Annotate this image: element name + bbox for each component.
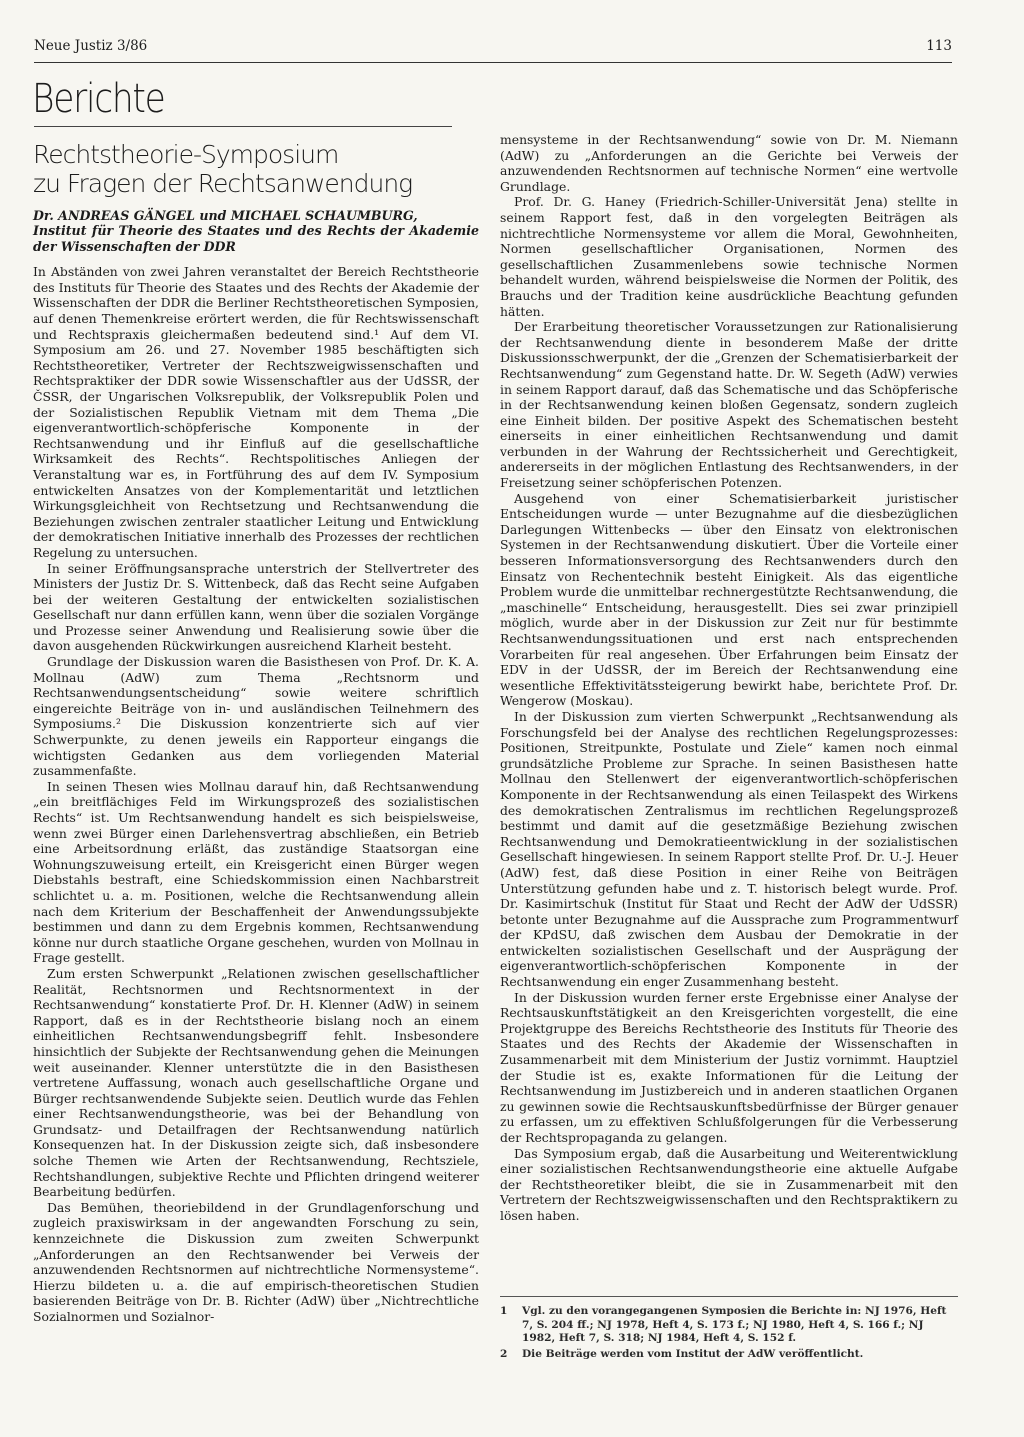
footnotes [500, 1296, 958, 1363]
article-title [33, 140, 479, 198]
running-head [34, 38, 952, 58]
paragraph: Grundlage der Diskussion waren die Basisthesen von Prof. Dr. K. A. Mollnau (AdW) zum Thema „Rechtsnorm und Rechtsanwendungsentscheidung“ sowie weitere schriftlich eingereichte Beiträge von in- und ausländischen Teilnehmern des Symposiums.² Die Diskussion konzentrierte sich auf vier Schwerpunkte, zu denen jeweils ein Rapporteur eingangs die wichtigsten Gedanken aus dem vorliegenden Material zusammenfaßte. [33, 654, 479, 779]
paragraph: In seinen Thesen wies Mollnau darauf hin, daß Rechtsanwendung „ein breitflächiges Feld im Wirkungsprozeß des sozialistischen Rechts“ ist. Um Rechtsanwendung handelt es sich beispielsweise, wenn zwei Bürger einen Darlehensvertrag abschließen, ein Betrieb eine Arbeitsordnung erläßt, das zuständige Staatsorgan eine Wohnungszuweisung erteilt, ein Kreisgericht einen Bürger wegen Diebstahls bestraft, eine Schiedskommission einen Nachbarstreit schlichtet u. a. m. Positionen, welche die Rechtsanwendung allein nach dem Kriterium der Beschaffenheit der Anwendungssubjekte bestimmen und dann zu dem Ergebnis kommen, Rechtsanwendung könne nur durch staatliche Organe geschehen, wurden von Mollnau in Frage gestellt. [33, 778, 479, 966]
byline-authors: Dr. ANDREAS GÄNGEL und MICHAEL SCHAUMBURG, [33, 208, 418, 223]
footnote [500, 1305, 958, 1346]
footnote-text: Die Beiträge werden vom Institut der AdW veröffentlicht. [522, 1347, 864, 1360]
section-title: Berichte [32, 76, 165, 122]
paragraph: In Abständen von zwei Jahren veranstaltet der Bereich Rechtstheorie des Instituts für Theorie des Staates und des Rechts der Akademie der Wissenschaften der DDR die Berliner Rechtstheoretischen Symposien, auf denen Themenkreise erörtert werden, die für Rechtswissenschaft und Rechtspraxis gleichermaßen bedeutend sind.¹ Auf dem VI. Symposium am 26. und 27. November 1985 beschäftigten sich Rechtstheoretiker, Vertreter der Rechtszweigwissenschaften und Rechtspraktiker der DDR sowie Wissenschaftler aus der UdSSR, der ČSSR, der Ungarischen Volksrepublik, der Volksrepublik Polen und der Sozialistischen Republik Vietnam mit dem Thema „Die eigenverantwortlich-schöpferische Komponente in der Rechtsanwendung und ihr Einfluß auf die gesellschaftliche Wirksamkeit des Rechts“. Rechtspolitisches Anliegen der Veranstaltung war es, in Fortführung des auf dem IV. Symposium entwickelten Ansatzes von der Komplementarität und letztlichen Wirkungsgleichheit von Rechtsetzung und Rechtsanwendung die Beziehungen zwischen zentraler staatlicher Leitung und Entwicklung der demokratischen Initiative innerhalb des Prozesses der rechtlichen Regelung zu untersuchen. [33, 264, 479, 560]
byline-institute: Institut für Theorie des Staates und des Rechts der Akademie der Wissenschaften der DDR [33, 223, 479, 254]
article-title-line-2: zu Fragen der Rechtsanwendung [33, 169, 413, 198]
paragraph: In der Diskussion wurden ferner erste Ergebnisse einer Analyse der Rechtsauskunftstätigkeit an den Kreisgerichten vorgestellt, die eine Projektgruppe des Bereichs Rechtstheorie des Instituts für Theorie des Staates und des Rechts der Akademie der Wissenschaften in Zusammenarbeit mit dem Ministerium der Justiz vornimmt. Hauptziel der Studie ist es, exakte Informationen für die Leitung der Rechtsanwendung im Justizbereich und in anderen staatlichen Organen zu gewinnen sowie die Rechtsauskunftsbedürfnisse der Bürger genauer zu erfassen, um zu effektiven Schlußfolgerungen für die Verbesserung der Rechtspropaganda zu gelangen. [500, 989, 958, 1145]
footnote [500, 1348, 958, 1362]
paragraph: Prof. Dr. G. Haney (Friedrich-Schiller-Universität Jena) stellte in seinem Rapport fest, daß in den vorgelegten Beiträgen als nichtrechtliche Normensysteme vor allem die Moral, Gewohnheiten, Normen gesellschaftlicher Organisationen, Normen des gesellschaftlichen Zusammenlebens sowie technische Normen behandelt wurden, während beispielsweise die Normen der Politik, des Brauchs und der Tradition keine ausdrückliche Beachtung gefunden hätten. [500, 194, 958, 319]
journal-issue: Neue Justiz 3/86 [34, 38, 148, 54]
paragraph: mensysteme in der Rechtsanwendung“ sowie von Dr. M. Niemann (AdW) zu „Anforderungen an die Gerichte bei Verweis der anzuwendenden Rechtsnormen auf technische Normen“ eine wertvolle Grundlage. [500, 132, 958, 194]
paragraph: Ausgehend von einer Schematisierbarkeit juristischer Entscheidungen wurde — unter Bezugnahme auf die diesbezüglichen Darlegungen Wittenbecks — über den Einsatz von elektronischen Systemen in der Rechtsanwendung diskutiert. Über die Vorteile einer besseren Informationsversorgung des Rechtsanwenders durch den Einsatz von Rechentechnik besteht Einigkeit. Als das eigentliche Problem wurde die unmittelbar rechnergestützte Rechtsanwendung, die „maschinelle“ Entscheidung, herausgestellt. Dies sei zwar prinzipiell möglich, wurde aber in der Diskussion zur Zeit nur für bestimmte Rechtsanwendungssituationen und erst nach entsprechenden Vorarbeiten für real angesehen. Über Erfahrungen beim Einsatz der EDV in der UdSSR, der im Bereich der Rechtsanwendung eine wesentliche Effektivitätssteigerung bewirkt habe, berichtete Prof. Dr. Wengerow (Moskau). [500, 490, 958, 709]
right-column [500, 132, 958, 1224]
page-number: 113 [926, 38, 952, 54]
paragraph: In der Diskussion zum vierten Schwerpunkt „Rechtsanwendung als Forschungsfeld bei der Analyse des rechtlichen Regelungsprozesses: Positionen, Streitpunkte, Postulate und Ziele“ kamen noch einmal grundsätzliche Probleme zur Sprache. In seinen Basisthesen hatte Mollnau den Stellenwert der eigenverantwortlich-schöpferischen Komponente in der Rechtsanwendung als einen Teilaspekt des Wirkens des demokratischen Zentralismus im rechtlichen Regelungsprozeß bestimmt und damit auf die gesetzmäßige Beziehung zwischen Rechtsanwendung und Demokratieentwicklung in der sozialistischen Gesellschaft hingewiesen. In seinem Rapport stellte Prof. Dr. U.-J. Heuer (AdW) fest, daß diese Position in einer Reihe von Beiträgen Unterstützung gefunden habe und z. T. historisch belegt wurde. Prof. Dr. Kasimirtschuk (Institut für Staat und Recht der AdW der UdSSR) betonte unter Bezugnahme auf die Aussprache zum Programmentwurf der KPdSU, daß zwischen dem Ausbau der Demokratie in der entwickelten sozialistischen Gesellschaft und der Ausprägung der eigenverantwortlich-schöpferischen Komponente in der Rechtsanwendung ein enger Zusammenhang besteht. [500, 708, 958, 990]
footnote-number: 1 [500, 1305, 508, 1317]
paragraph: In seiner Eröffnungsansprache unterstrich der Stellvertreter des Ministers der Justiz Dr. S. Wittenbeck, daß das Recht seine Aufgaben bei der weiteren Gestaltung der entwickelten sozialistischen Gesellschaft nur dann erfüllen kann, wenn über die sozialen Vorgänge und Prozesse seiner Anwendung und Realisierung sowie über die davon ausgehenden Rückwirkungen ausreichend Klarheit besteht. [33, 560, 479, 654]
byline [33, 208, 479, 254]
paragraph: Das Symposium ergab, daß die Ausarbeitung und Weiterentwicklung einer sozialistischen Rechtsanwendungstheorie eine aktuelle Aufgabe der Rechtstheoretiker bleibt, die sie in Zusammenarbeit mit den Vertretern der Rechtszweigwissenschaften und den Rechtspraktikern zu lösen haben. [500, 1145, 958, 1223]
paragraph: Zum ersten Schwerpunkt „Relationen zwischen gesellschaftlicher Realität, Rechtsnormen und Rechtsnormentext in der Rechtsanwendung“ konstatierte Prof. Dr. H. Klenner (AdW) in seinem Rapport, daß es in der Rechtstheorie bislang noch an einem einheitlichen Rechtsanwendungsbegriff fehlt. Insbesondere hinsichtlich der Subjekte der Rechtsanwendung gehen die Meinungen weit auseinander. Klenner unterstützte die in den Basisthesen vertretene Auffassung, wonach auch gesellschaftliche Organe und Bürger rechtsanwendende Subjekte seien. Deutlich wurde das Fehlen einer Rechtsanwendungstheorie, was bei der Behandlung von Grundsatz- und Detailfragen der Rechtsanwendung natürlich Konsequenzen hat. In der Diskussion zeigte sich, daß insbesondere solche Themen wie Arten der Rechtsanwendung, Rechtsziele, Rechtshandlungen, subjektive Rechte und Pflichten dringend weiterer Bearbeitung bedürfen. [33, 965, 479, 1200]
article-title-line-1: Rechtstheorie-Symposium [33, 140, 339, 169]
footnote-number: 2 [500, 1347, 508, 1360]
section-rule [34, 126, 452, 127]
paragraph: Das Bemühen, theoriebildend in der Grundlagenforschung und zugleich praxiswirksam in der angewandten Forschung zu sein, kennzeichnete die Diskussion zum zweiten Schwerpunkt „Anforderungen an den Rechtsanwender bei Verweis der anzuwendenden Rechtsnormen auf nichtrechtliche Normensysteme“. Hierzu bildeten u. a. die auf empirisch-theoretischen Studien basierenden Beiträge von Dr. B. Richter (AdW) über „Nichtrechtliche Sozialnormen und Sozialnor- [33, 1199, 479, 1324]
footnote-text: Vgl. zu den vorangegangenen Symposien die Berichte in: NJ 1976, Heft 7, S. 204 ff.; NJ 1978, Heft 4, S. 173 f.; NJ 1980, Heft 4, S. 166 f.; NJ 1982, Heft 7, S. 318; NJ 1984, Heft 4, S. 152 f. [522, 1305, 947, 1345]
header-rule [34, 62, 952, 63]
paragraph: Der Erarbeitung theoretischer Voraussetzungen zur Rationalisierung der Rechtsanwendung diente in besonderem Maße der dritte Diskussionsschwerpunkt, der die „Grenzen der Schematisierbarkeit der Rechtsanwendung“ zum Gegenstand hatte. Dr. W. Segeth (AdW) verwies in seinem Rapport darauf, daß das Schematische und das Schöpferische in der Rechtsanwendung keinen bloßen Gegensatz, sondern zugleich eine Einheit bilden. Der positive Aspekt des Schematischen besteht einerseits in einer einheitlichen Rechtsanwendung und damit verbunden in der Wahrung der Rechtssicherheit und Gerechtigkeit, andererseits in der möglichen Entlastung des Rechtsanwenders, in der Freisetzung seiner schöpferischen Potenzen. [500, 319, 958, 491]
left-column [33, 140, 479, 1325]
